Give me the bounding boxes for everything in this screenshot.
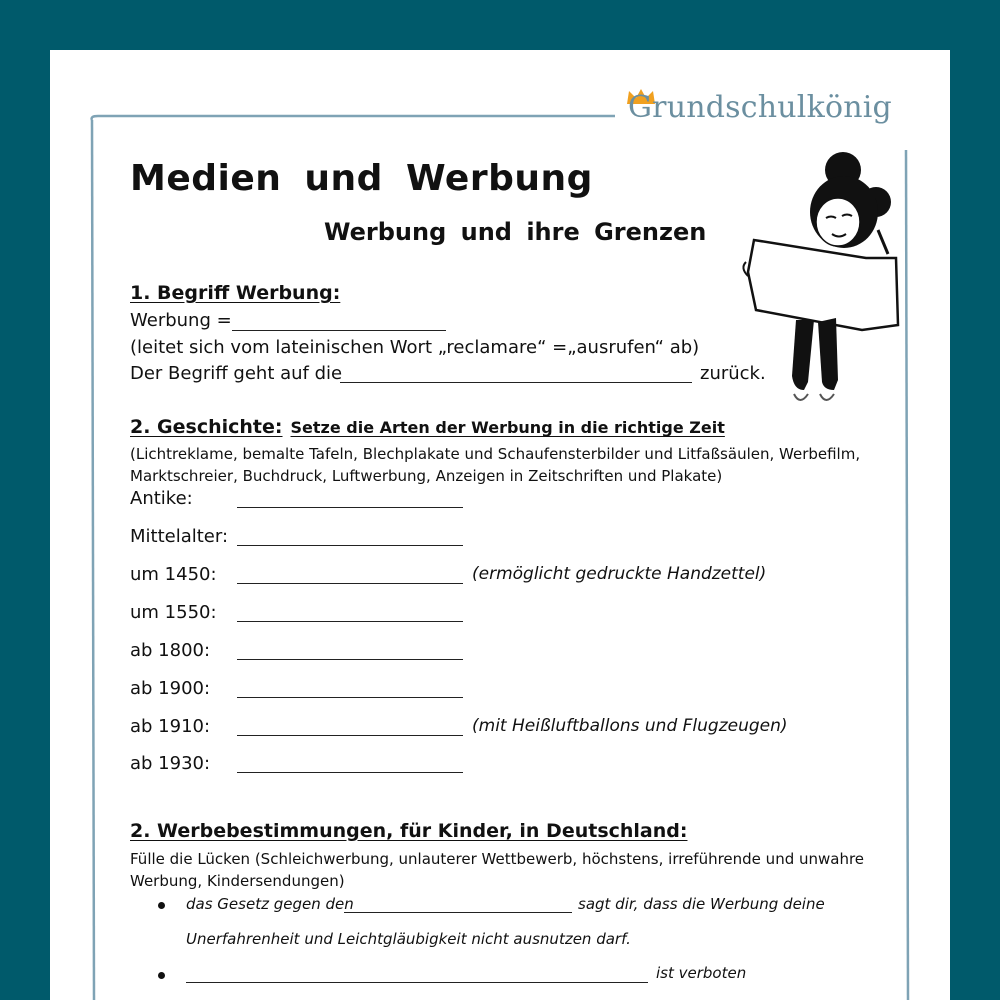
page-title: Medien und Werbung	[130, 158, 593, 199]
bullet-icon	[158, 902, 165, 909]
history-row-label: ab 1930:	[130, 753, 211, 774]
bullet-2-end: ist verboten	[656, 964, 747, 982]
bullet-1-end: sagt dir, dass die Werbung deine	[578, 895, 825, 913]
etymology-note: (leitet sich vom lateinischen Wort „reclamare“ =„ausrufen“ ab)	[130, 337, 700, 358]
history-row-blank[interactable]	[237, 697, 463, 698]
fill-instruction-line-1: Fülle die Lücken (Schleichwerbung, unlauterer Wettbewerb, höchstens, irreführende und unwahre	[130, 850, 865, 868]
history-row-label: Mittelalter:	[130, 526, 229, 547]
origin-start: Der Begriff geht auf die	[130, 363, 343, 384]
page-subtitle: Werbung und ihre Grenzen	[324, 218, 707, 246]
history-row-blank[interactable]	[237, 772, 463, 773]
history-row-label: um 1550:	[130, 602, 217, 623]
definition-blank[interactable]	[232, 330, 446, 331]
bullet-2-blank[interactable]	[186, 982, 648, 983]
word-bank-line-1: (Lichtreklame, bemalte Tafeln, Blechplakate und Schaufensterbilder und Litfaßsäulen, Werbefilm,	[130, 445, 861, 463]
fill-instruction-line-2: Werbung, Kindersendungen)	[130, 872, 345, 890]
history-row-blank[interactable]	[237, 659, 463, 660]
section-3-heading: 2. Werbebestimmungen, für Kinder, in Deutschland:	[130, 820, 688, 842]
history-row-label: ab 1900:	[130, 678, 211, 699]
history-row-label: ab 1910:	[130, 716, 211, 737]
bullet-1-blank[interactable]	[344, 912, 572, 913]
section-1-heading: 1. Begriff Werbung:	[130, 282, 341, 304]
section-2-instruction: Setze die Arten der Werbung in die richtige Zeit	[290, 418, 725, 437]
history-row-label: ab 1800:	[130, 640, 211, 661]
history-row-blank[interactable]	[237, 735, 463, 736]
history-row-label: Antike:	[130, 488, 193, 509]
section-2-heading	[130, 416, 725, 438]
origin-blank[interactable]	[340, 382, 692, 383]
bullet-1-start: das Gesetz gegen den	[186, 895, 354, 913]
worksheet	[50, 50, 950, 1000]
history-row-blank[interactable]	[237, 621, 463, 622]
history-row-label: um 1450:	[130, 564, 217, 585]
definition-label: Werbung =	[130, 310, 232, 331]
word-bank-line-2: Marktschreier, Buchdruck, Luftwerbung, Anzeigen in Zeitschriften und Plakate)	[130, 467, 723, 485]
history-row-blank[interactable]	[237, 545, 463, 546]
history-row-note: (mit Heißluftballons und Flugzeugen)	[472, 716, 788, 736]
section-2-title: 2. Geschichte:	[130, 416, 283, 438]
origin-end: zurück.	[700, 363, 766, 384]
history-row-blank[interactable]	[237, 583, 463, 584]
bullet-icon	[158, 972, 165, 979]
bullet-1-continuation: Unerfahrenheit und Leichtgläubigkeit nicht ausnutzen darf.	[186, 930, 631, 948]
brand-logo: Grundschulkönig	[628, 90, 892, 125]
history-row-note: (ermöglicht gedruckte Handzettel)	[472, 564, 767, 584]
history-row-blank[interactable]	[237, 507, 463, 508]
